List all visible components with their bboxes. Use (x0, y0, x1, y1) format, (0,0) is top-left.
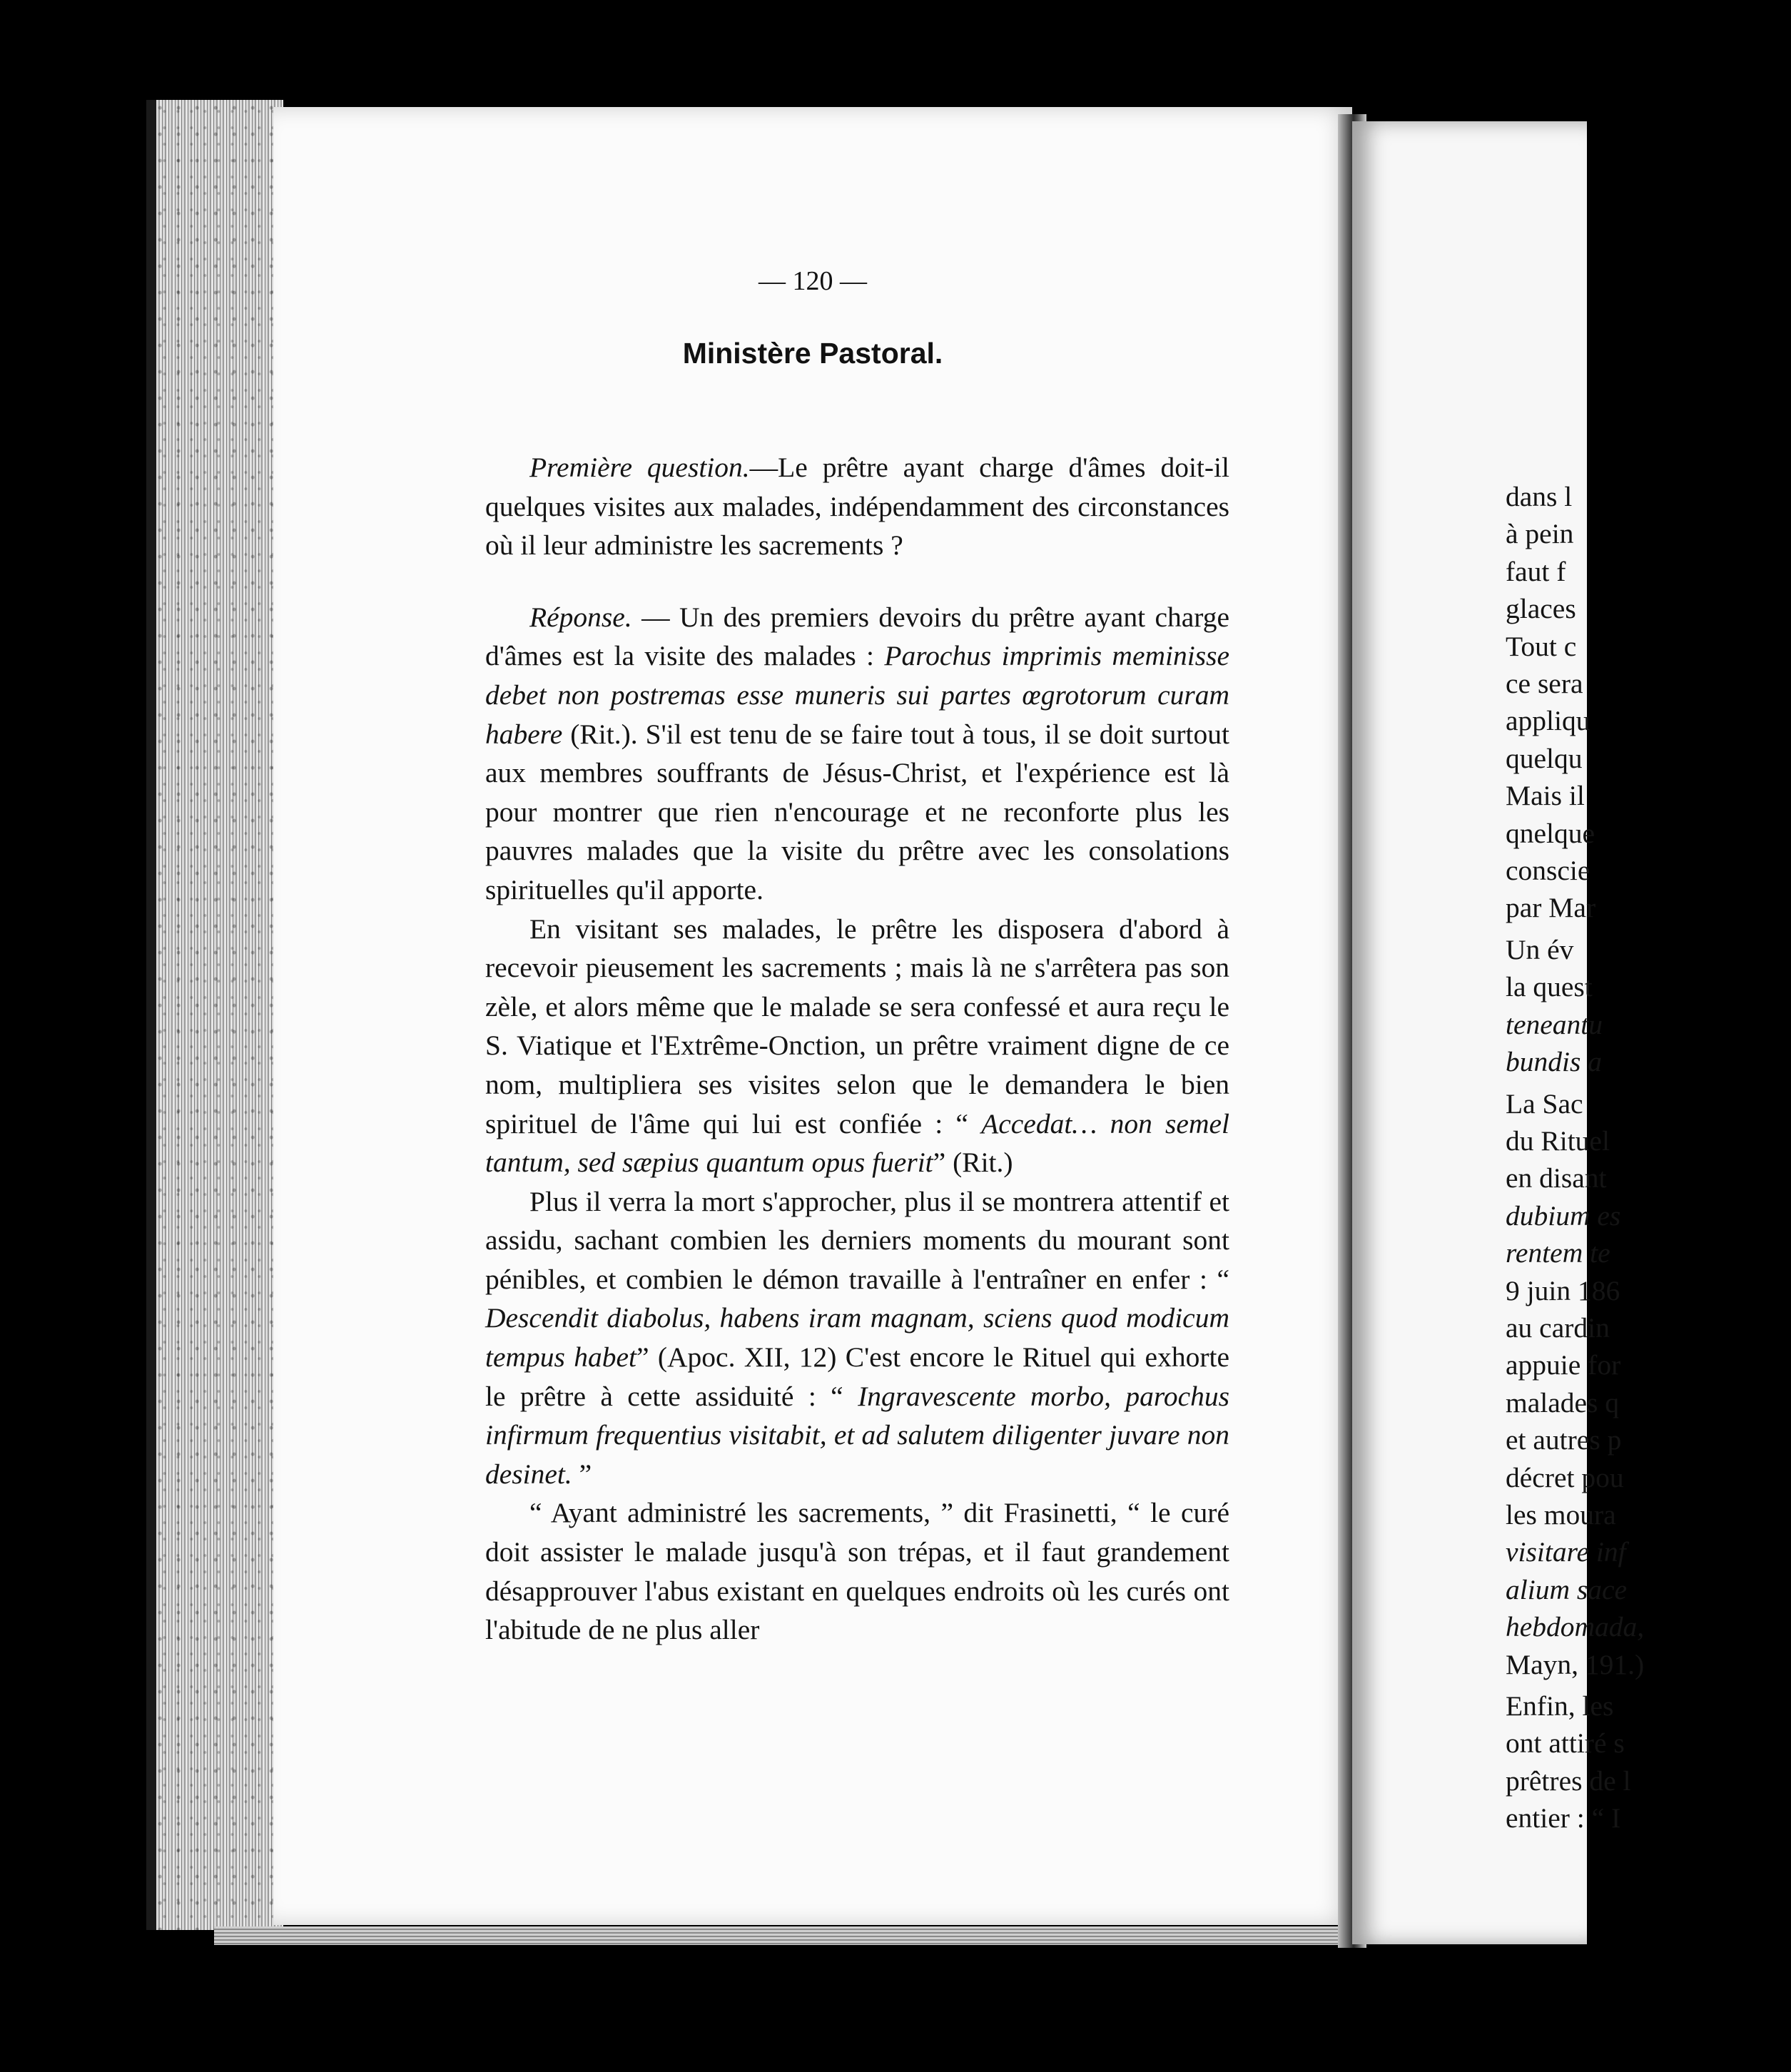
line-text: appuie for (1506, 1349, 1621, 1381)
text-segment: (Rit.). S'il est tenu de se faire tout à tous, il se doit surtout aux membres souffrants de Jésus-Christ, et l'expérience est là pour montrer que rien n'encourage et ne reconforte plus les pauvres malades que la visite du prêtre avec les consolations spirituelles qu'il apporte. (485, 718, 1229, 905)
facing-page-line (1506, 1725, 1791, 1762)
facing-page-line (1506, 889, 1791, 926)
facing-page-line (1506, 1159, 1791, 1197)
line-text: 9 juin 186 (1506, 1274, 1620, 1306)
facing-page-line (1506, 1043, 1791, 1080)
line-text: quelqu (1506, 742, 1583, 774)
facing-page-line (1506, 1459, 1791, 1496)
facing-page-line (1506, 1571, 1791, 1608)
facing-page-line (1506, 1421, 1791, 1458)
line-text: ce sera (1506, 668, 1583, 700)
facing-page-line (1506, 553, 1791, 590)
book-bottom-edge (214, 1926, 1356, 1945)
page-number: — 120 — (758, 266, 867, 296)
facing-page-line (1506, 815, 1791, 852)
line-text: Tout c (1506, 630, 1577, 662)
facing-page-line (1506, 515, 1791, 552)
facing-page-line (1506, 1197, 1791, 1234)
line-text: visitare inf (1506, 1536, 1626, 1568)
text-segment: — Un des premiers devoirs du prêtre ayant charge d'âmes est la visite des malades : (485, 601, 1229, 672)
facing-page-line (1506, 1085, 1791, 1122)
facing-page-line (1506, 1687, 1791, 1725)
paragraph (485, 910, 1229, 1182)
line-text: ont attiré s (1506, 1727, 1625, 1759)
facing-page-line (1506, 777, 1791, 814)
facing-page-line (1506, 590, 1791, 627)
facing-page (1352, 121, 1645, 1944)
facing-page-line (1506, 1384, 1791, 1421)
facing-page-line (1506, 852, 1791, 889)
facing-page-line (1506, 1272, 1791, 1309)
line-text: à pein (1506, 518, 1574, 550)
line-text: par Mar (1506, 892, 1596, 924)
facing-page-line (1506, 740, 1791, 777)
line-text: au cardin (1506, 1311, 1610, 1344)
line-text: dans l (1506, 481, 1573, 512)
book-page-edges (146, 100, 283, 1930)
line-text: prêtres de l (1506, 1764, 1631, 1797)
italic-text: Première question. (529, 452, 750, 483)
text-segment: —Le prêtre ayant charge d'âmes doit-il quelques visites aux malades, indépendamment des circonstances où il leur administre les sacrements ? (485, 452, 1229, 562)
section-title: Ministère Pastoral. (682, 337, 943, 370)
facing-page-line (1506, 931, 1791, 968)
line-text: hebdomada, (1506, 1611, 1645, 1643)
line-text: La Sac (1506, 1087, 1583, 1119)
text-segment: ” (572, 1458, 592, 1490)
line-text: dubium es (1506, 1199, 1621, 1231)
facing-page-line (1506, 1608, 1791, 1645)
italic-text: Réponse. (529, 601, 632, 633)
text-segment: ” (Rit.) (933, 1147, 1013, 1179)
line-text: la quest (1506, 971, 1593, 1003)
paragraph (485, 598, 1229, 910)
facing-page-line (1506, 1646, 1791, 1683)
body-text (485, 415, 1229, 1650)
line-text: appliqu (1506, 705, 1590, 737)
line-text: entier : “ I (1506, 1802, 1621, 1834)
line-text: en disant (1506, 1162, 1607, 1194)
line-text: décret pou (1506, 1461, 1624, 1493)
line-text: les moura (1506, 1498, 1616, 1530)
facing-page-line (1506, 1496, 1791, 1533)
facing-page-line (1506, 702, 1791, 739)
facing-page-line (1506, 1533, 1791, 1570)
facing-page-line (1506, 478, 1791, 515)
line-text: qnelque (1506, 817, 1595, 849)
italic-text: Accedat… non semel tantum, sed sæpius quantum opus fuerit (485, 1107, 1229, 1179)
facing-page-line (1506, 1006, 1791, 1043)
line-text: malades q (1506, 1386, 1620, 1418)
facing-page-line (1506, 628, 1791, 665)
line-text: faut f (1506, 555, 1566, 587)
paragraph (485, 1182, 1229, 1494)
line-text: et autres p (1506, 1424, 1622, 1456)
facing-page-line (1506, 1122, 1791, 1159)
line-text: teneantu (1506, 1008, 1603, 1040)
text-segment: Plus il verra la mort s'approcher, plus il se montrera attentif et assidu, sachant combien les derniers moments du mourant sont pénibles, et combien le démon travaille à l'entraîner en enfer : “ (485, 1185, 1229, 1295)
paragraph (485, 1493, 1229, 1649)
line-text: Mais il (1506, 780, 1585, 812)
italic-text: Descendit diabolus, habens iram magnam, sciens quod modicum tempus habet (485, 1302, 1229, 1373)
line-text: conscie (1506, 855, 1590, 887)
italic-text: Ingravescente morbo, parochus infirmum frequentius visitabit, et ad salutem diligenter juvare non desinet. (485, 1380, 1229, 1490)
line-text: rentem te (1506, 1237, 1610, 1269)
facing-page-line (1506, 1309, 1791, 1346)
line-text: Un év (1506, 933, 1574, 965)
text-segment: En visitant ses malades, le prêtre les disposera d'abord à recevoir pieusement les sacrements ; mais là ne s'arrêtera pas son zèle, et alors même que le malade se sera confessé et aura reçu le S. Viatique et l'Extrême-Onction, un prêtre vraiment digne de ce nom, multipliera ses visites selon que le demandera le bien spirituel de l'âme qui lui est confiée : “ (485, 913, 1229, 1139)
facing-page-line (1506, 665, 1791, 702)
facing-page-line (1506, 1346, 1791, 1383)
line-text: Mayn, 191.) (1506, 1648, 1645, 1680)
italic-text: Parochus imprimis meminisse debet non postremas esse muneris sui partes œgrotorum curam habere (485, 640, 1229, 750)
facing-page-line (1506, 968, 1791, 1005)
line-text: bundis a (1506, 1046, 1602, 1078)
line-text: Enfin, les (1506, 1690, 1614, 1722)
line-text: du Rituel (1506, 1124, 1610, 1157)
line-text: glaces (1506, 593, 1576, 625)
text-segment: ” (Apoc. XII, 12) C'est encore le Rituel qui exhorte le prêtre à cette assiduité : “ (485, 1341, 1229, 1412)
paragraph (485, 448, 1229, 565)
left-page (273, 107, 1352, 1925)
facing-page-line (1506, 1234, 1791, 1271)
text-segment: “ Ayant administré les sacrements, ” dit Frasinetti, “ le curé doit assister le malade jusqu'à son trépas, et il faut grandement désapprouver l'abus existant en quelques endroits où les curés ont l'abitude de ne plus aller (485, 1497, 1229, 1646)
facing-page-text (1506, 478, 1791, 1837)
facing-page-line (1506, 1762, 1791, 1799)
facing-page-line (1506, 1799, 1791, 1837)
line-text: alium sace (1506, 1573, 1628, 1605)
